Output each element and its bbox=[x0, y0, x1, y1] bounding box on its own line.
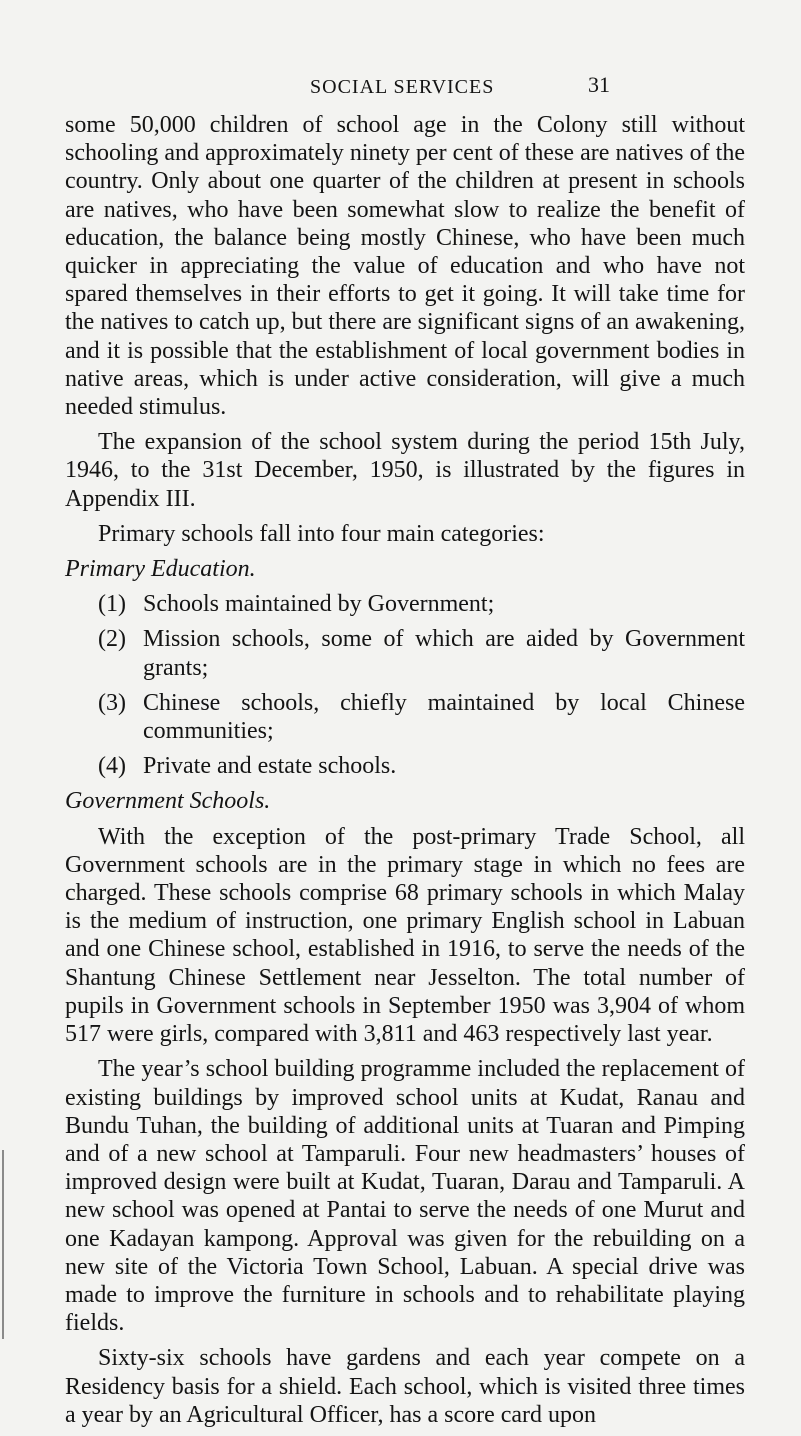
heading-primary-education: Primary Education. bbox=[65, 556, 256, 583]
category-item-2 bbox=[65, 625, 745, 681]
paragraph-categories-intro: Primary schools fall into four main categories: bbox=[98, 520, 545, 547]
running-title: SOCIAL SERVICES bbox=[310, 76, 495, 98]
paragraph-expansion: The expansion of the school system during the period 15th July, 1946, to the 31st December, 1950, is illustrated by the figures in Appendix III. bbox=[65, 429, 745, 512]
paragraph-continuation: some 50,000 children of school age in the Colony still without schooling and approximately ninety per cent of these are natives of the country. Only about one quarter of the children at present in schools are natives, who have been somewhat slow to realize the benefit of education, the balance being mostly Chinese, who have been much quicker in appreciating the value of education and who have not spared themselves in their efforts to get it going. It will take time for the natives to catch up, but there are significant signs of an awakening, and it is possible that the establishment of local government bodies in native areas, which is under active consideration, will give a much needed stimulus. bbox=[65, 112, 745, 421]
heading-government-schools: Government Schools. bbox=[65, 788, 271, 815]
list-item-text: Private and estate schools. bbox=[143, 753, 397, 780]
list-marker: (1) bbox=[98, 591, 126, 618]
category-list bbox=[65, 590, 745, 780]
list-marker: (4) bbox=[98, 753, 126, 780]
page-header bbox=[0, 72, 801, 106]
list-item-text: Mission schools, some of which are aided by Government grants; bbox=[143, 626, 745, 681]
category-item-4 bbox=[65, 752, 745, 780]
page-number: 31 bbox=[588, 72, 610, 97]
paragraph-building-programme: The year’s school building programme included the replacement of existing buildings by improved school units at Kudat, Ranau and Bundu Tuhan, the building of additional units at Tuaran and Pimping and of a new school at Tamparuli. Four new headmasters’ houses of improved design were built at Kudat, Tuaran, Darau and Tamparuli. A new school was opened at Pantai to serve the needs of one Murut and one Kadayan kampong. Approval was given for the rebuilding on a new site of the Victoria Town School, Labuan. A special drive was made to improve the furniture in schools and to rehabilitate playing fields. bbox=[65, 1056, 745, 1337]
category-item-1 bbox=[65, 590, 745, 618]
paragraph-government-schools: With the exception of the post-primary Trade School, all Government schools are in the primary stage in which no fees are charged. These schools comprise 68 primary schools in which Malay is the medium of instruction, one primary English school in Labuan and one Chinese school, established in 1916, to serve the needs of the Shantung Chinese Settlement near Jesselton. The total number of pupils in Government schools in September 1950 was 3,904 of whom 517 were girls, compared with 3,811 and 463 respectively last year. bbox=[65, 823, 745, 1048]
category-item-3 bbox=[65, 689, 745, 745]
body-text bbox=[65, 111, 745, 1436]
page-edge-line bbox=[2, 1150, 4, 1339]
list-item-text: Chinese schools, chiefly maintained by local Chinese communities; bbox=[143, 689, 745, 745]
list-marker: (2) bbox=[98, 626, 126, 653]
list-item-text: Schools maintained by Government; bbox=[143, 591, 495, 618]
list-marker: (3) bbox=[98, 689, 126, 716]
paragraph-school-gardens: Sixty-six schools have gardens and each year compete on a Residency basis for a shield. Each school, which is visited three times a year by an Agricultural Officer, has a score card upon bbox=[65, 1345, 745, 1428]
